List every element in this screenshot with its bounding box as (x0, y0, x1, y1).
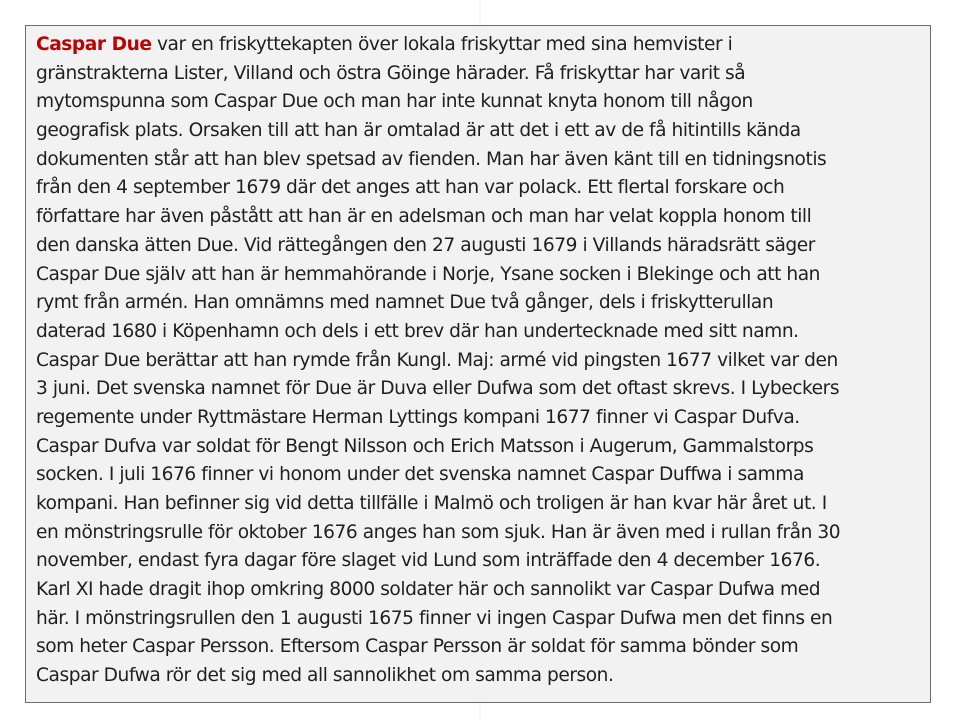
text-line (36, 31, 924, 60)
text-line: en mönstringsrulle för oktober 1676 anges han som sjuk. Han är även med i rullan från 30 (36, 521, 841, 543)
text-line: Caspar Due berättar att han rymde från Kungl. Maj: armé vid pingsten 1677 vilket var den (36, 349, 838, 371)
text-line: geografisk plats. Orsaken till att han är omtalad är att det i ett av de få hitintills kända (36, 120, 801, 142)
highlighted-name: Caspar Due (36, 34, 152, 55)
text-line: kompani. Han befinner sig vid detta tillfälle i Malmö och troligen är han kvar här året ut. I (36, 493, 827, 514)
text-line: den danska ätten Due. Vid rättegången den 27 augusti 1679 i Villands häradsrätt säger (36, 234, 815, 256)
text-line: Caspar Dufwa rör det sig med all sannolikhet om samma person. (36, 665, 614, 687)
text-line: Caspar Dufva var soldat för Bengt Nilsson och Erich Matsson i Augerum, Gammalstorps (36, 435, 814, 457)
text-line: regemente under Ryttmästare Herman Lyttings kompani 1677 finner vi Caspar Dufva. (36, 406, 800, 428)
text-line: från den 4 september 1679 där det anges att han var polack. Ett flertal forskare och (36, 177, 785, 199)
text-line: Caspar Due själv att han är hemmahörande i Norje, Ysane socken i Blekinge och att han (36, 263, 821, 285)
text-box (25, 25, 931, 703)
text-line-rest: var en friskyttekapten över lokala friskyttar med sina hemvister i (151, 34, 733, 55)
text-line: som heter Caspar Persson. Eftersom Caspar Persson är soldat för samma bönder som (36, 636, 799, 658)
text-line: daterad 1680 i Köpenhamn och dels i ett brev där han undertecknade med sitt namn. (36, 320, 799, 342)
text-line: socken. I juli 1676 finner vi honom under det svenska namnet Caspar Duffwa i samma (36, 464, 804, 486)
text-line: författare har även påstått att han är en adelsman och man har velat koppla honom till (36, 206, 812, 228)
text-line: gränstrakterna Lister, Villand och östra Göinge härader. Få friskyttar har varit så (36, 62, 746, 84)
text-line: 3 juni. Det svenska namnet för Due är Duva eller Dufwa som det oftast skrevs. I Lybeckers (36, 378, 840, 400)
text-line: dokumenten står att han blev spetsad av fienden. Man har även känt till en tidningsnotis (36, 148, 827, 170)
text-line: Karl XI hade dragit ihop omkring 8000 soldater här och sannolikt var Caspar Dufwa med (36, 579, 821, 601)
text-line: här. I mönstringsrullen den 1 augusti 1675 finner vi ingen Caspar Dufwa men det finns en (36, 607, 833, 629)
text-line: rymt från armén. Han omnämns med namnet Due två gånger, dels i friskytterullan (36, 292, 774, 314)
text-line: mytomspunna som Caspar Due och man har inte kunnat knyta honom till någon (36, 91, 753, 113)
text-line: november, endast fyra dagar före slaget vid Lund som inträffade den 4 december 1676. (36, 550, 821, 572)
